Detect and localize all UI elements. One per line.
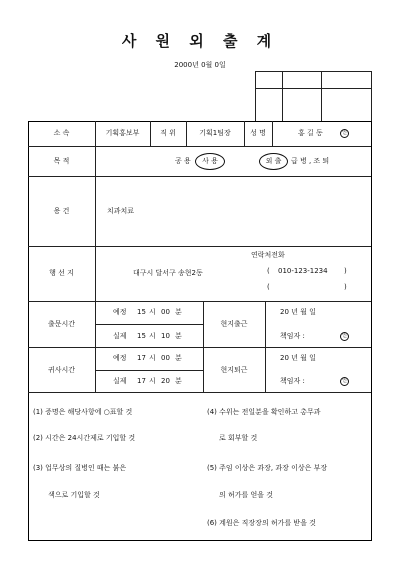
note-item: 의 허가를 얻을 것 <box>219 491 274 499</box>
phone-close: ) <box>344 267 347 275</box>
label-business: 용 건 <box>53 207 70 215</box>
note-item: (2) 시간은 24시간제로 기입할 것 <box>33 434 136 442</box>
purpose-private: 사 용 <box>202 157 218 165</box>
departure-plan-label: 예정 <box>113 308 127 316</box>
label-position: 직 위 <box>160 129 176 137</box>
note-item: (1) 증명은 해당사항에 ○표할 것 <box>33 408 133 416</box>
departure-manager-label: 책임자 : <box>280 332 305 340</box>
return-manager-label: 책임자 : <box>280 377 305 385</box>
hour-unit: 시 <box>149 354 156 362</box>
business-value: 치과치료 <box>107 207 135 215</box>
contact-label: 연락처전화 <box>251 251 285 259</box>
minute-unit: 분 <box>175 308 182 316</box>
phone2-close: ) <box>344 283 347 291</box>
minute-unit: 분 <box>175 332 182 340</box>
departure-plan-hour: 15 <box>137 308 146 316</box>
note-item: 색으로 기입할 것 <box>48 491 100 499</box>
destination-address: 대구시 달서구 송현2동 <box>133 269 203 277</box>
return-actual-label: 실제 <box>113 377 127 385</box>
departure-actual-min: 10 <box>161 332 170 340</box>
note-item: (6) 계원은 직장장의 허가를 받을 것 <box>207 519 316 527</box>
return-plan-label: 예정 <box>113 354 127 362</box>
return-actual-min: 20 <box>161 377 170 385</box>
purpose-public: 공 용 <box>175 157 191 165</box>
note-item: 로 회부할 것 <box>219 434 258 442</box>
departure-plan-min: 00 <box>161 308 170 316</box>
minute-unit: 분 <box>175 354 182 362</box>
label-purpose: 목 적 <box>53 157 70 165</box>
label-destination: 행 선 지 <box>49 269 74 277</box>
note-item: (3) 업무상의 질병인 때는 붉은 <box>33 464 127 472</box>
departure-day-line: 20 년 월 일 <box>280 308 316 316</box>
form-title: 사 원 외 출 계 <box>121 32 279 50</box>
departure-actual-label: 실제 <box>113 332 127 340</box>
phone2-open: ( <box>267 283 270 291</box>
return-actual-hour: 17 <box>137 377 146 385</box>
label-affiliation: 소 속 <box>53 129 70 137</box>
purpose-outing: 외 출 <box>265 157 282 165</box>
phone-value: 010-123-1234 <box>278 267 328 275</box>
position-value: 기획1팀장 <box>199 129 231 137</box>
note-item: (5) 주임 이상은 과장, 과장 이상은 부장 <box>207 464 328 472</box>
label-field-end: 현지퇴근 <box>220 366 248 374</box>
label-departure: 출문시간 <box>47 320 76 328</box>
departure-actual-hour: 15 <box>137 332 146 340</box>
seal-mark-return: 인 <box>340 377 349 386</box>
phone-open: ( <box>267 267 270 275</box>
return-day-line: 20 년 월 일 <box>280 354 316 362</box>
name-value: 홍 길 동 <box>298 129 323 137</box>
form-date: 2000년 0월 0일 <box>174 61 226 69</box>
hour-unit: 시 <box>149 377 156 385</box>
minute-unit: 분 <box>175 377 182 385</box>
label-field-start: 현지출근 <box>220 320 248 328</box>
note-item: (4) 수위는 전일분을 확인하고 총무과 <box>207 408 321 416</box>
dept-value: 기획홍보부 <box>105 129 140 137</box>
label-return: 귀사시간 <box>47 366 76 374</box>
hour-unit: 시 <box>149 332 156 340</box>
label-name: 성 명 <box>250 129 266 137</box>
purpose-rest: 급 병 , 조 퇴 <box>291 157 330 165</box>
hour-unit: 시 <box>149 308 156 316</box>
seal-mark-departure: 인 <box>340 332 349 341</box>
return-plan-min: 00 <box>161 354 170 362</box>
seal-mark-name: 인 <box>340 129 349 138</box>
return-plan-hour: 17 <box>137 354 146 362</box>
